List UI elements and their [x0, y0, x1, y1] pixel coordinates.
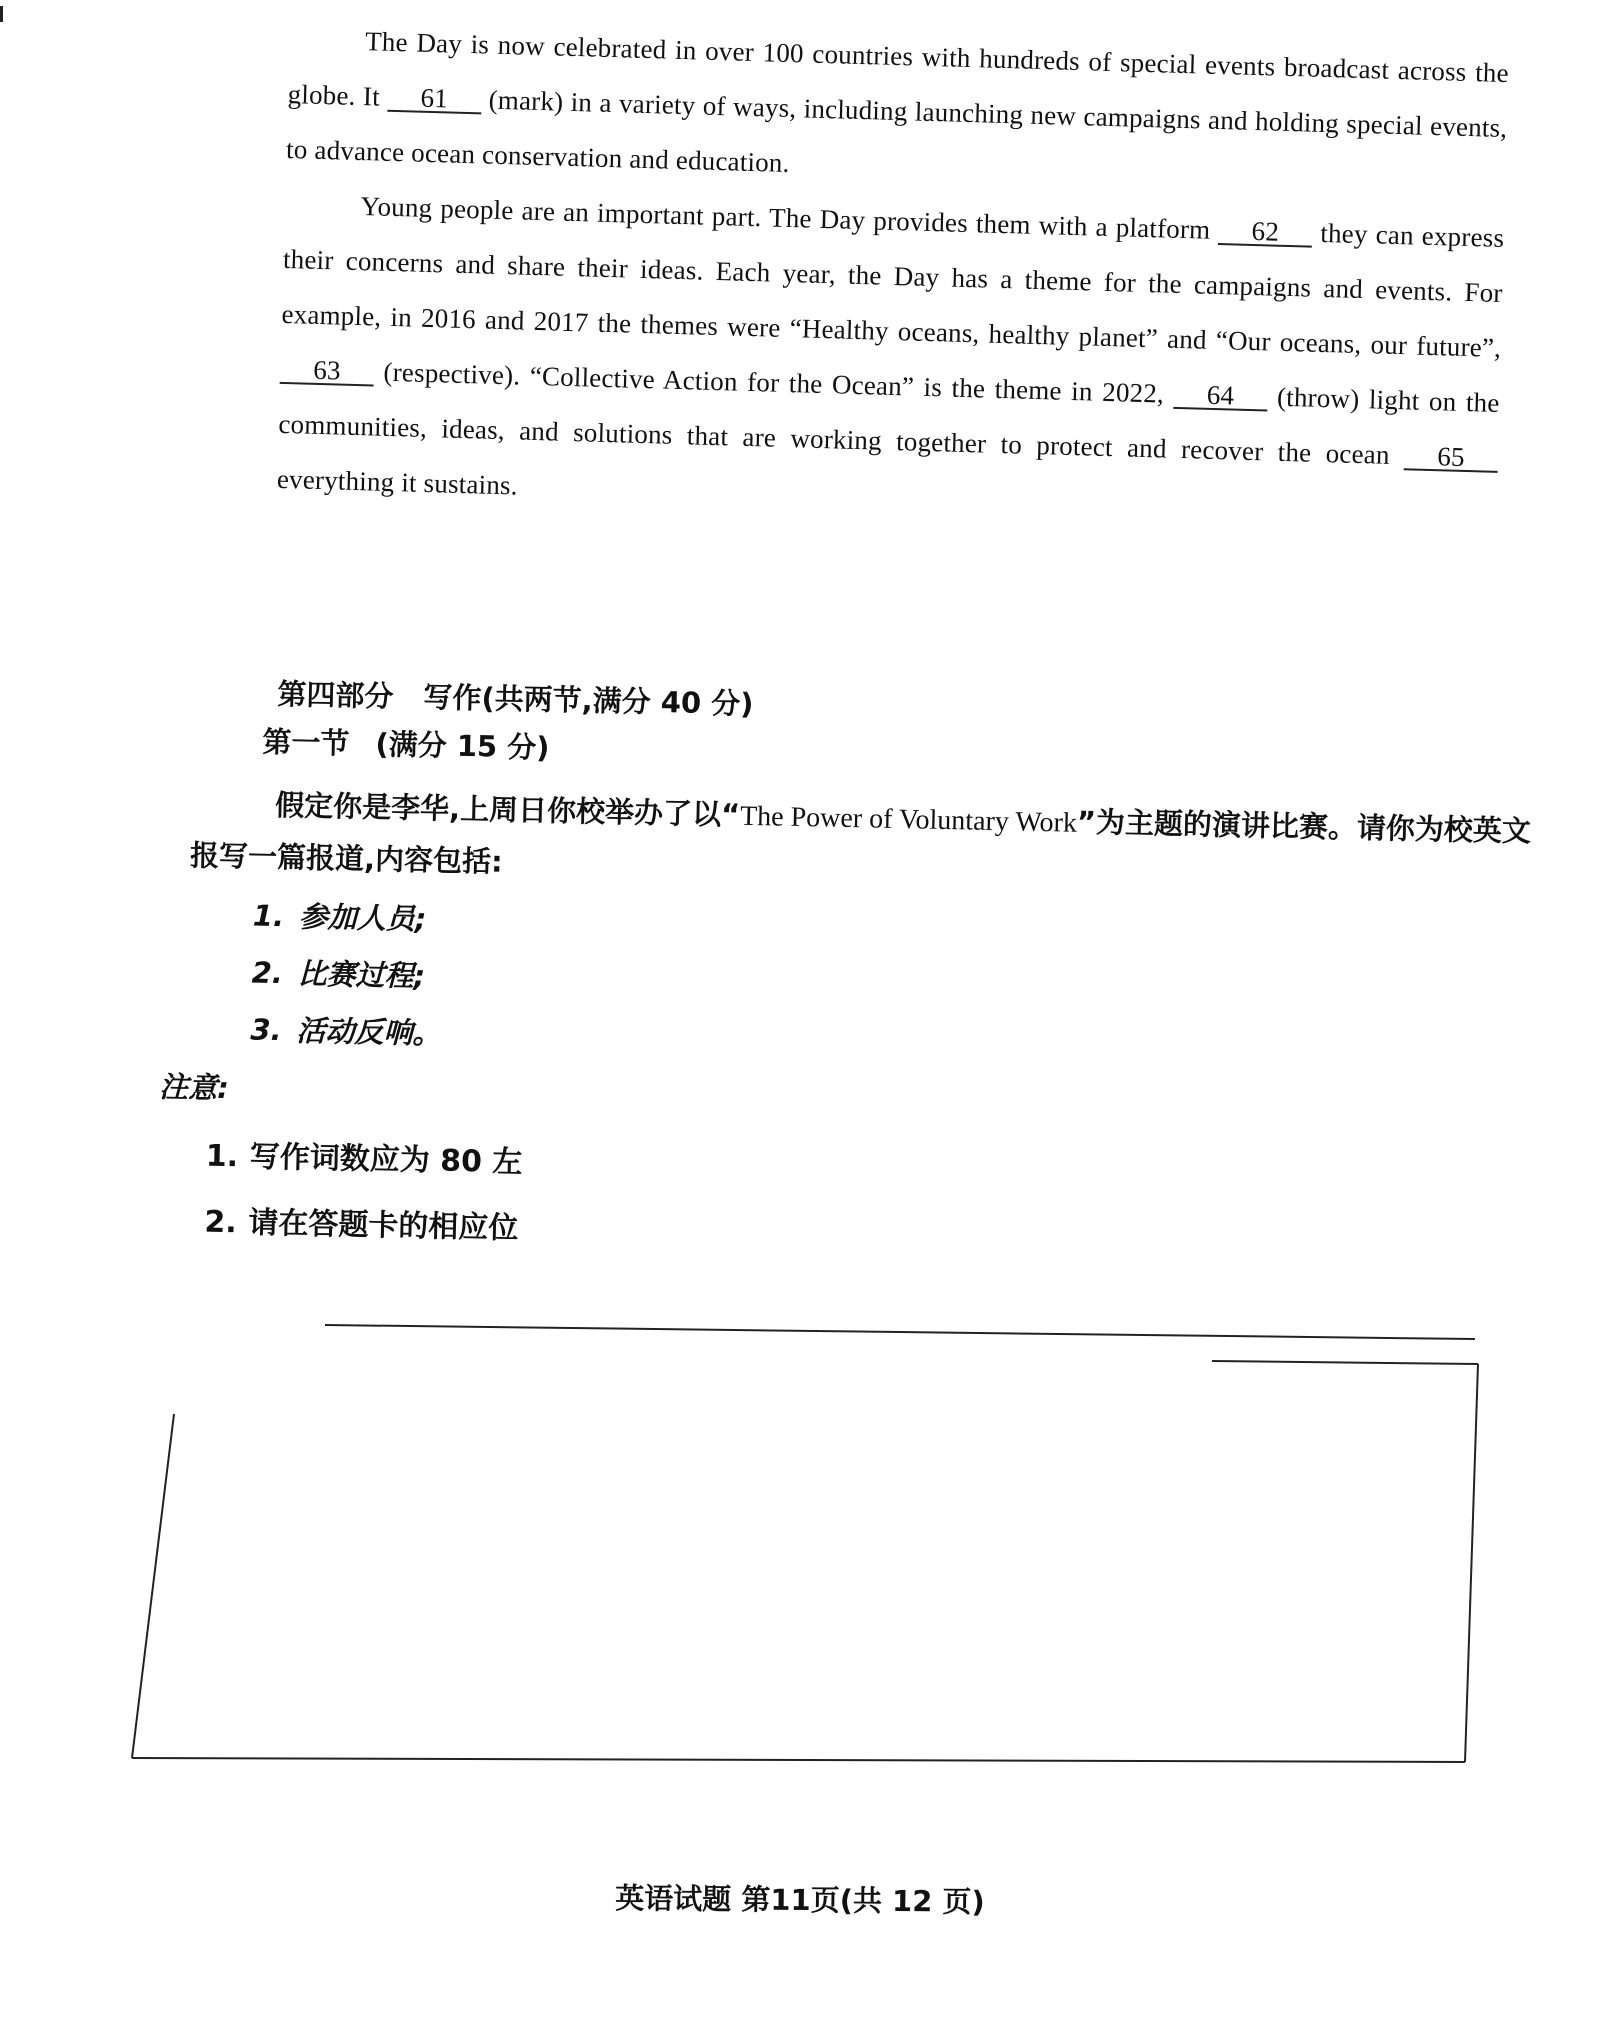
note-text: 请在答题卡的相应位 — [248, 1205, 519, 1247]
item-number: 1. — [252, 898, 285, 934]
section-label: 第一节 — [262, 724, 350, 761]
part-label: 第四部分 — [277, 676, 394, 714]
paragraph-2-text-d: (throw) light on the communities, ideas, and solutions that are working together to protect and recover the ocean — [278, 381, 1500, 471]
paragraph-1-text-a: The Day is now celebrated in over 100 countries with hundreds of special events broadcast across the globe. It — [287, 26, 1510, 112]
note-number: 2. — [204, 1204, 238, 1241]
blank-61: 61 — [387, 84, 482, 115]
paragraph-2-text-b: they can express their concerns and share their ideas. Each year, the Day has a theme for the campaigns and events. For example, in 2016 and 2017 the themes were “Healthy oceans, healthy planet” and “Our oceans, our future”, — [281, 217, 1505, 363]
blank-63: 63 — [280, 356, 375, 387]
paragraph-2-text-a: Young people are an important part. The Day provides them with a platform — [360, 191, 1219, 246]
page-footer: 英语试题 第11页(共 12 页) — [615, 1881, 985, 1919]
part-title: 写作(共两节,满分 40 分) — [423, 680, 754, 721]
task-text-b: ”为主题的演讲比赛。请你为校英文报写一篇报道,内容包括: — [189, 804, 1532, 879]
item-text: 参加人员; — [298, 899, 427, 937]
item-number: 2. — [251, 955, 284, 991]
note-number: 1. — [205, 1138, 239, 1175]
blank-65: 65 — [1404, 442, 1499, 473]
section-score: (满分 15 分) — [375, 727, 550, 765]
paragraph-2-text-e: everything it sustains. — [276, 463, 519, 501]
item-text: 活动反响。 — [296, 1013, 442, 1051]
blank-62: 62 — [1218, 217, 1313, 248]
paragraph-1-text-b: (mark) in a variety of ways, including launching new campaigns and holding special events, to advance ocean conservation and education. — [285, 84, 1508, 179]
task-text-a: 假定你是李华,上周日你校举办了以“ — [274, 787, 741, 832]
blank-64: 64 — [1173, 381, 1268, 412]
note-text: 写作词数应为 80 左 — [249, 1139, 523, 1181]
note-heading: 注意: — [158, 1069, 230, 1106]
task-topic: The Power of Voluntary Work — [739, 800, 1078, 839]
paragraph-2-text-c: (respective). “Collective Action for the Ocean” is the theme in 2022, — [373, 356, 1174, 409]
item-text: 比赛过程; — [297, 956, 426, 994]
item-number: 3. — [250, 1012, 283, 1048]
